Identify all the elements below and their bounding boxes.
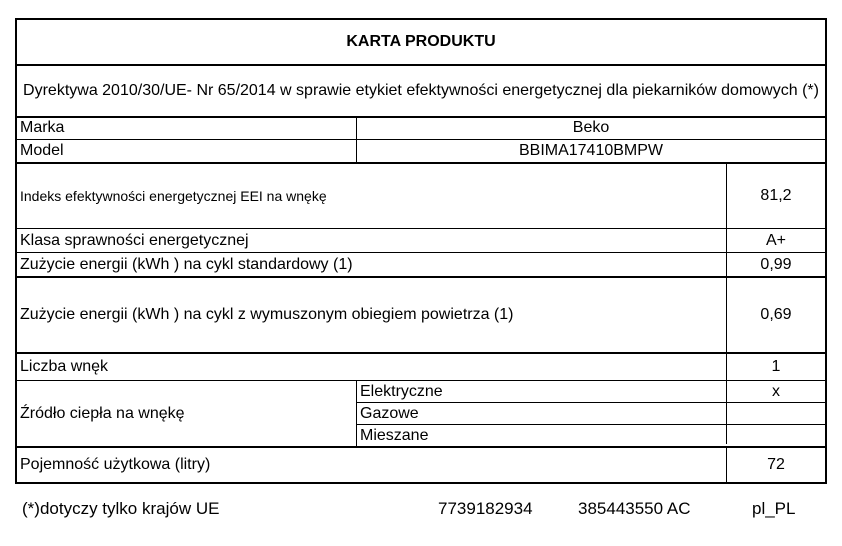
model-label: Model xyxy=(20,142,64,159)
volume-label: Pojemność użytkowa (litry) xyxy=(20,455,211,473)
model-value: BBIMA17410BMPW xyxy=(518,142,664,159)
footer-note: (*)dotyczy tylko krajów UE xyxy=(22,499,220,518)
cavities-label: Liczba wnęk xyxy=(20,357,109,375)
brand-label: Marka xyxy=(20,119,65,136)
eei-label: Indeks efektywności energetycznej EEI na wnękę xyxy=(20,187,327,204)
heat-source-option-label: Elektryczne xyxy=(360,382,443,400)
heat-source-option-label: Mieszane xyxy=(360,426,429,444)
heat-source-option-value xyxy=(727,403,825,424)
energy-class-label: Klasa sprawności energetycznej xyxy=(20,231,249,249)
heat-source-label: Źródło ciepła na wnękę xyxy=(20,404,185,422)
cavities-value: 1 xyxy=(771,357,781,375)
heat-source-option-value: x xyxy=(772,382,780,400)
eei-value: 81,2 xyxy=(760,186,792,204)
heat-source-option-label: Gazowe xyxy=(360,404,419,422)
footer-locale: pl_PL xyxy=(752,499,796,518)
product-card-table xyxy=(15,18,827,484)
consumption-standard-value: 0,99 xyxy=(760,255,792,273)
consumption-standard-label: Zużycie energii (kWh ) na cykl standardowy (1) xyxy=(20,255,353,273)
card-title: KARTA PRODUKTU xyxy=(346,33,496,50)
footer-code-1: 7739182934 xyxy=(438,499,533,518)
footer-code-2: 385443550 AC xyxy=(578,499,691,518)
consumption-fan-label: Zużycie energii (kWh ) na cykl z wymuszonym obiegiem powietrza (1) xyxy=(20,305,514,323)
energy-class-value: A+ xyxy=(765,231,786,249)
volume-value: 72 xyxy=(767,455,785,473)
heat-source-option-value xyxy=(727,425,825,446)
brand-value: Beko xyxy=(572,119,610,136)
directive-text: Dyrektywa 2010/30/UE- Nr 65/2014 w sprawie etykiet efektywności energetycznej dla piekarników domowych (*) xyxy=(23,81,819,99)
consumption-fan-value: 0,69 xyxy=(760,305,792,323)
